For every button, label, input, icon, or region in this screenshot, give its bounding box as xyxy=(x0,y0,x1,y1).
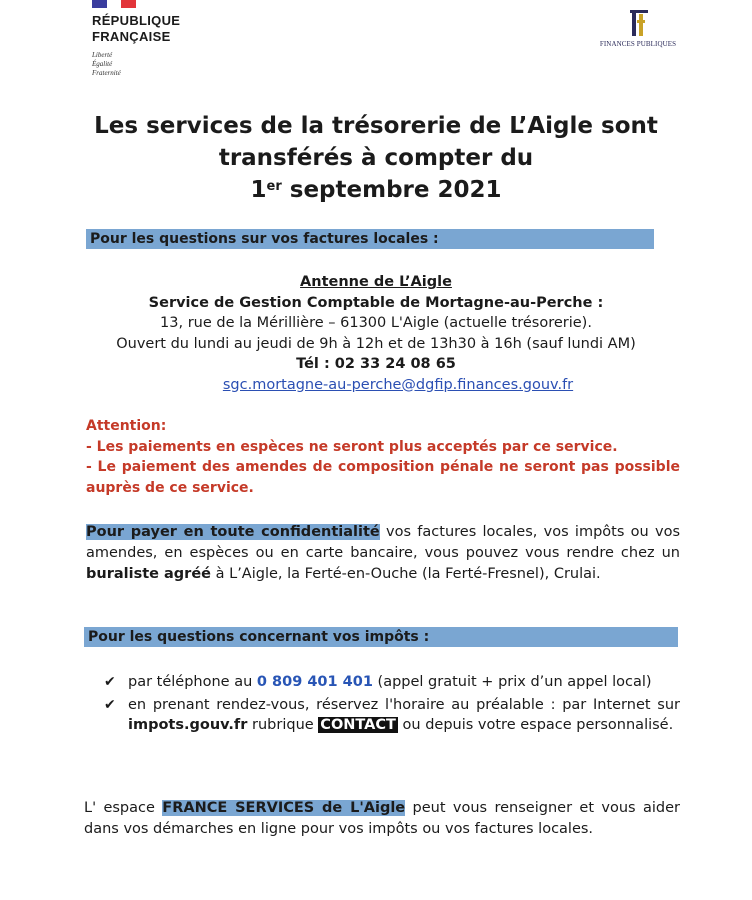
tax-contact-list xyxy=(104,672,680,738)
attention-block xyxy=(86,416,680,498)
fs-pre: L' espace xyxy=(84,800,163,816)
flag-white-stripe xyxy=(107,0,121,8)
payment-buraliste: buraliste agréé xyxy=(86,566,212,582)
finances-publiques-label: FINANCES PUBLIQUES xyxy=(599,40,677,48)
item1-post: (appel gratuit + prix d’un appel local) xyxy=(372,674,652,690)
antenne-info-block xyxy=(60,272,692,395)
service-email-link[interactable]: sgc.mortagne-au-perche@dgfip.finances.gouv.fr xyxy=(222,376,574,393)
title-line-2: transférés à compter du xyxy=(218,145,534,171)
title-date-number: 1 xyxy=(250,177,267,203)
service-name: Service de Gestion Comptable de Mortagne-au-Perche : xyxy=(148,294,604,311)
impots-site-link[interactable]: impots.gouv.fr xyxy=(128,717,248,733)
payment-paragraph xyxy=(86,522,680,585)
section-heading-taxes: Pour les questions concernant vos impôts : xyxy=(84,627,678,647)
france-services-paragraph xyxy=(84,798,680,840)
service-hours: Ouvert du lundi au jeudi de 9h à 12h et de 13h30 à 16h (sauf lundi AM) xyxy=(116,335,636,352)
list-item-phone xyxy=(104,672,680,693)
antenne-title: Antenne de L’Aigle xyxy=(300,274,452,290)
contact-label: CONTACT xyxy=(320,717,396,733)
republique-francaise-logo xyxy=(92,0,202,82)
service-address: 13, rue de la Mérillière – 61300 L'Aigle (actuelle trésorerie). xyxy=(160,315,592,331)
finances-publiques-emblem-icon xyxy=(620,8,656,38)
service-phone: Tél : 02 33 24 08 65 xyxy=(296,356,456,372)
list-item-appointment xyxy=(104,695,680,736)
attention-line-1: - Les paiements en espèces ne seront plus acceptés par ce service. xyxy=(86,438,618,455)
page-title xyxy=(76,110,676,206)
item2-pre: en prenant rendez-vous, réservez l'horaire au préalable : par Internet sur xyxy=(128,696,680,713)
payment-text-2: à L’Aigle, la Ferté-en-Ouche (la Ferté-Fresnel), Crulai. xyxy=(211,566,601,582)
finances-publiques-logo xyxy=(590,8,686,54)
checkmark-icon: ✔ xyxy=(104,674,116,690)
tax-phone-number: 0 809 401 401 xyxy=(256,674,373,690)
flag-blue-stripe xyxy=(92,0,107,8)
title-date-rest: septembre 2021 xyxy=(281,177,502,203)
republic-motto: Liberté Égalité Fraternité xyxy=(92,51,121,77)
section-heading-local-invoices: Pour les questions sur vos factures locales : xyxy=(86,229,654,249)
title-date-suffix: er xyxy=(266,179,282,194)
payment-text-1: vos factures locales, vos impôts ou vos amendes, en espèces ou en carte bancaire, vous pouvez vous rendre chez un xyxy=(86,524,681,561)
france-services-highlight: FRANCE SERVICES de L'Aigle xyxy=(162,800,406,816)
republic-name: RÉPUBLIQUE FRANÇAISE xyxy=(92,13,181,44)
payment-highlight: Pour payer en toute confidentialité xyxy=(86,524,380,540)
flag-red-stripe xyxy=(121,0,136,8)
title-line-3 xyxy=(76,174,676,206)
tricolor-flag-icon xyxy=(92,0,136,8)
checkmark-icon: ✔ xyxy=(104,696,116,713)
item2-mid: rubrique xyxy=(247,717,319,733)
attention-heading: Attention: xyxy=(86,418,167,434)
item2-post: ou depuis votre espace personnalisé. xyxy=(397,717,674,733)
fs-post: peut vous renseigner et vous aider dans vos démarches en ligne pour vos impôts ou vos factures locales. xyxy=(84,800,680,837)
item1-pre: par téléphone au xyxy=(128,674,257,690)
attention-line-2: - Le paiement des amendes de composition pénale ne seront pas possible auprès de ce service. xyxy=(86,459,680,496)
title-line-1: Les services de la trésorerie de L’Aigle sont xyxy=(94,113,658,139)
